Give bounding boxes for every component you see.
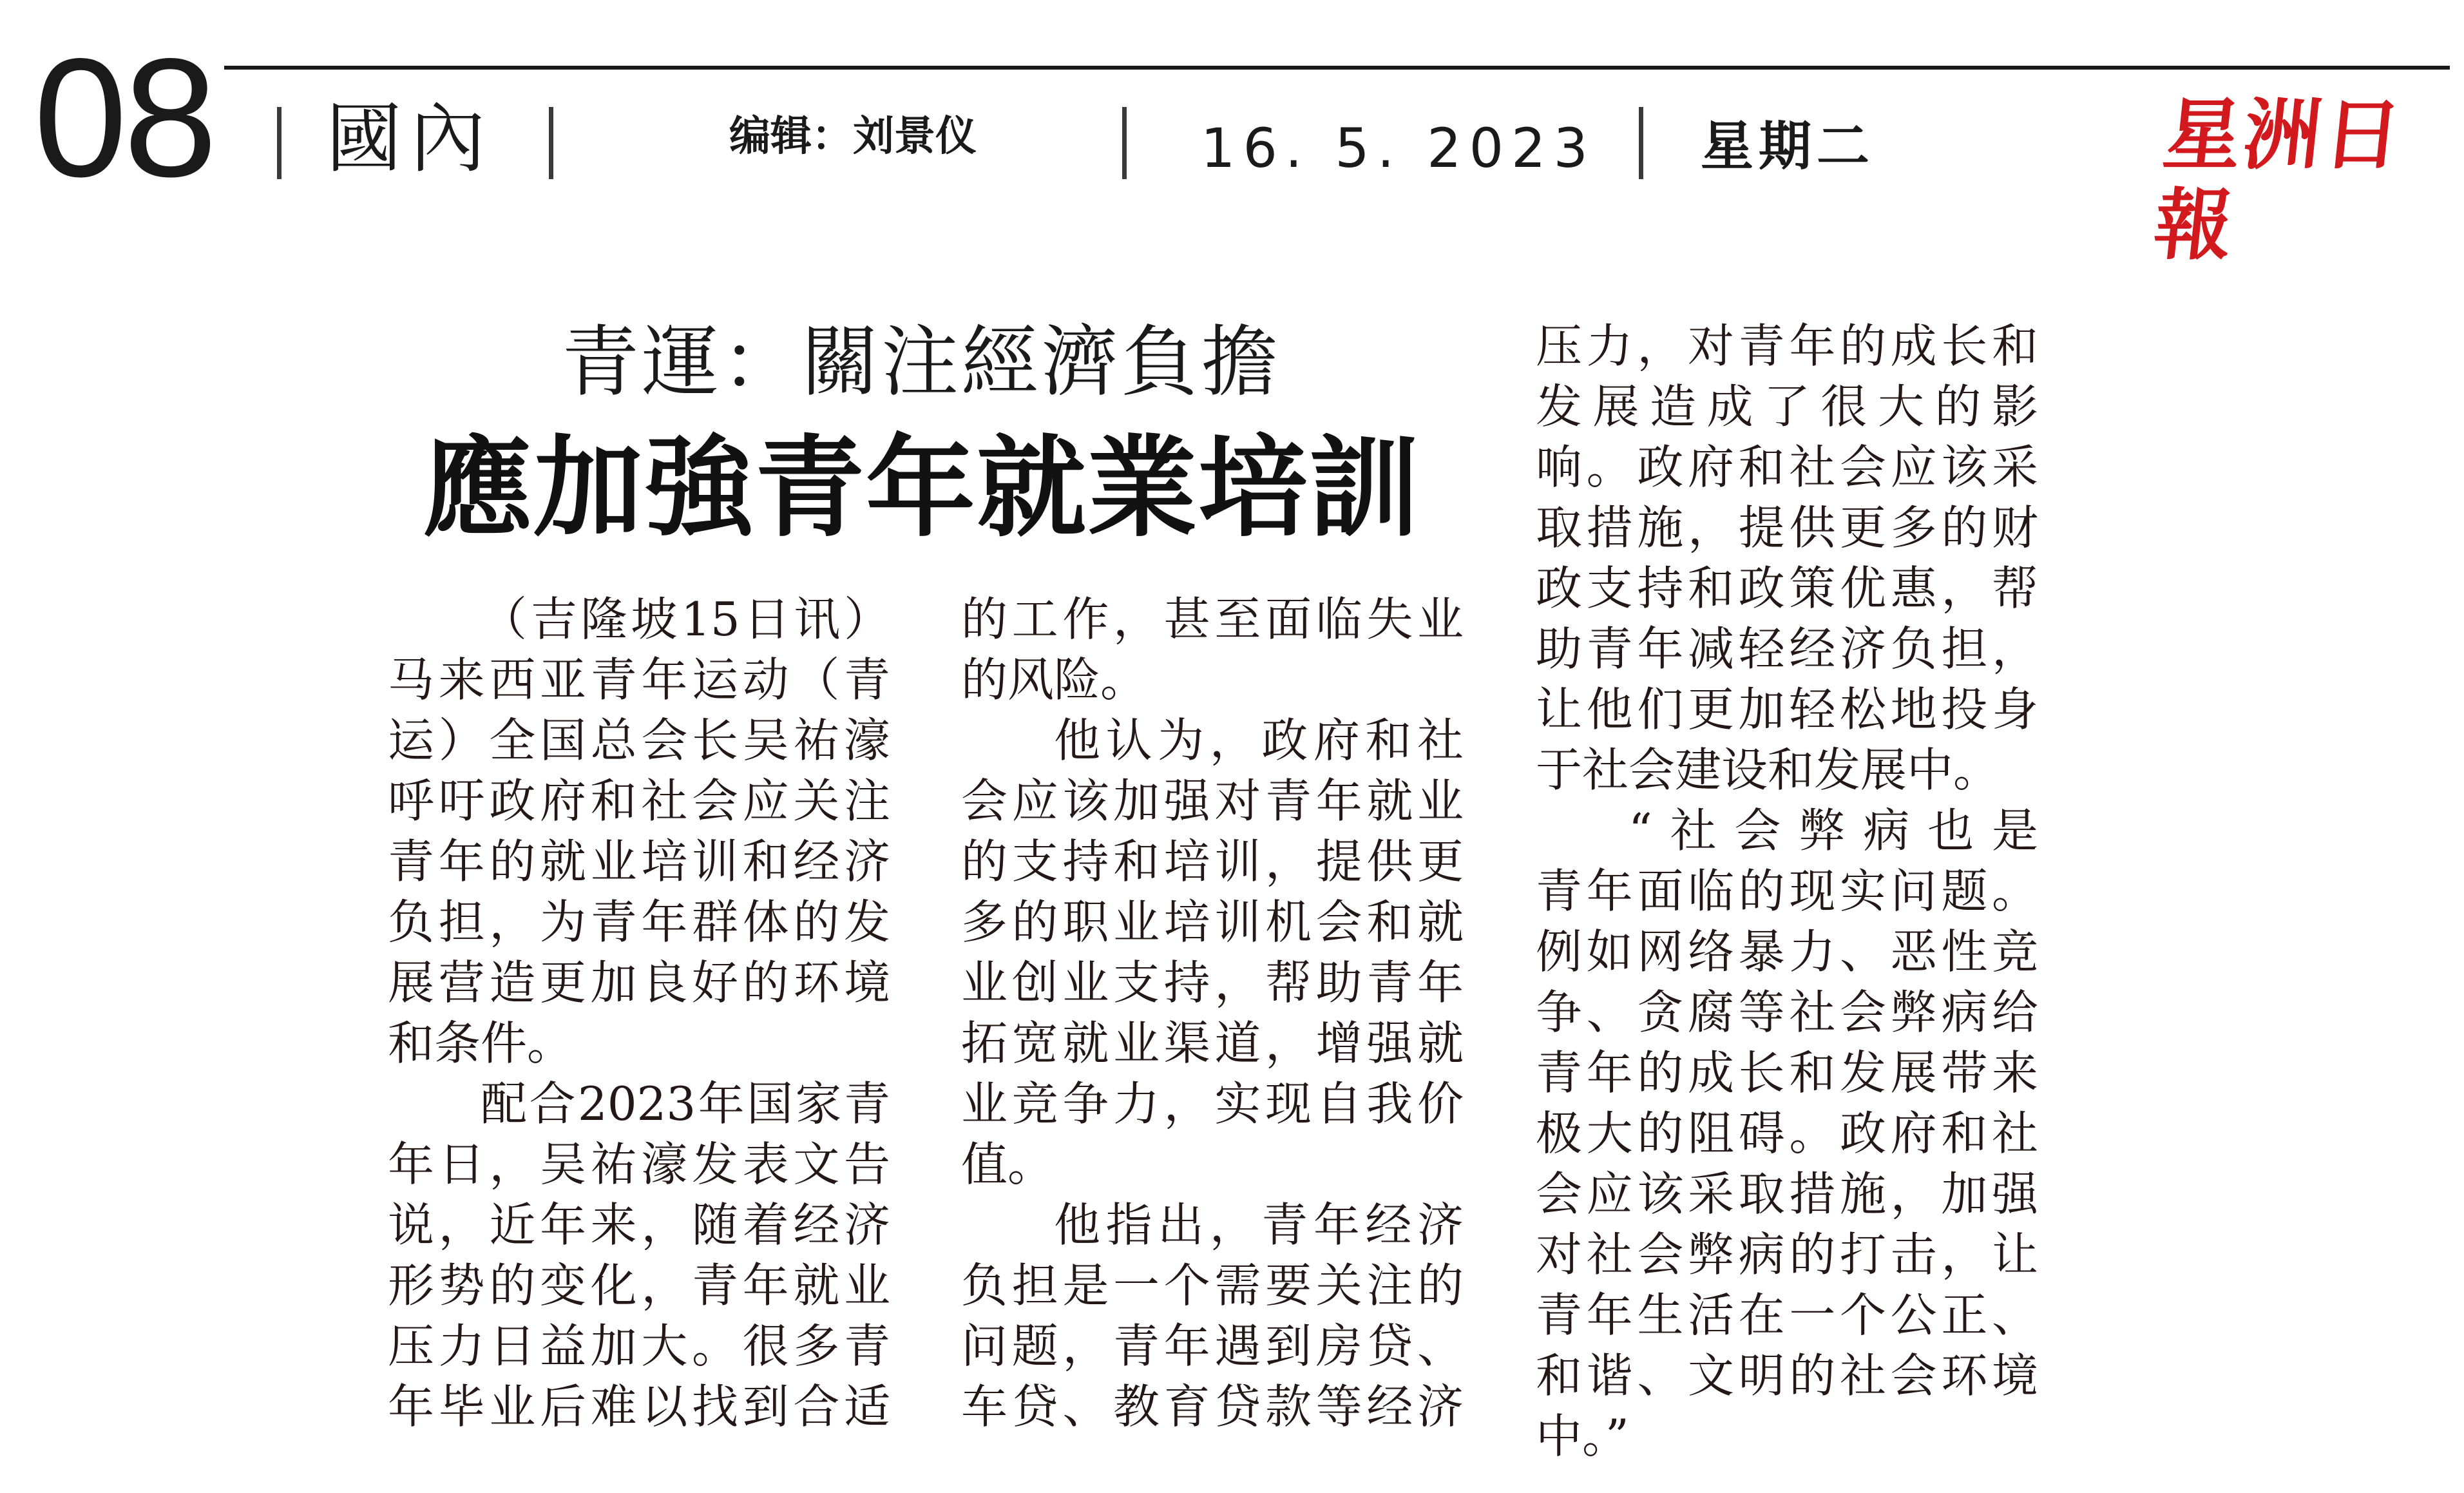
body-line: 中。” [1536,1409,1629,1463]
body-line: 和谐、文明的社会环境 [1536,1349,2038,1403]
body-line: 让他们更加轻松地投身 [1536,682,2038,737]
body-line: 多的职业培训机会和就 [961,895,1464,949]
body-line: 极大的阻碍。政府和社 [1536,1106,2038,1161]
body-line: 值。 [961,1137,1055,1191]
article-column-2 [961,589,1464,1437]
body-line: 的工作，甚至面临失业 [961,592,1464,646]
body-line: 响。政府和社会应该采 [1536,440,2038,494]
article-subheadline: 青運：關注經濟負擔 [562,318,1281,407]
article-column-1 [388,589,890,1437]
body-line: 问题，青年遇到房贷、 [961,1319,1464,1373]
body-line: 拓宽就业渠道，增强就 [961,1016,1464,1070]
body-line: 他认为，政府和社 [1054,713,1464,767]
body-line: 对社会弊病的打击，让 [1536,1228,2038,1282]
body-line: 的风险。 [961,653,1147,707]
header-top-rule [224,66,2450,70]
body-line: 青年的成长和发展带来 [1536,1046,2038,1100]
body-line: 展营造更加良好的环境 [388,956,890,1010]
body-line: 例如网络暴力、恶性竞 [1536,925,2038,979]
body-line: 会应该加强对青年就业 [961,774,1464,828]
body-line: “社会弊病也是 [1628,804,2038,858]
body-line: 青年的就业培训和经济 [388,834,890,889]
body-line: 他指出，青年经济 [1054,1198,1464,1252]
body-line: （吉隆坡15日讯） [481,592,890,646]
header-divider [1639,107,1643,179]
page-number: 08 [33,23,214,212]
body-line: 负担，为青年群体的发 [388,895,890,949]
body-line: 政支持和政策优惠，帮 [1536,561,2038,615]
body-line: 的支持和培训，提供更 [961,834,1464,889]
body-line: 青年生活在一个公正、 [1536,1288,2038,1342]
body-line: 说，近年来，随着经济 [388,1198,890,1252]
body-line: 于社会建设和发展中。 [1536,743,2000,797]
body-line: 压力，对青年的成长和 [1536,319,2038,373]
body-line: 会应该采取措施，加强 [1536,1167,2038,1221]
publication-date: 16. 5. 2023 [1201,117,1596,180]
body-line: 青年面临的现实问题。 [1536,864,2038,918]
body-line: 取措施，提供更多的财 [1536,501,2038,555]
body-line: 运）全国总会长吴祐濠 [388,713,890,767]
body-line: 负担是一个需要关注的 [961,1258,1464,1313]
body-line: 助青年减轻经济负担， [1536,622,2038,676]
header-divider [1122,107,1127,179]
section-name: 國內 [326,94,494,183]
body-line: 车贷、教育贷款等经济 [961,1380,1464,1434]
header-divider [549,107,553,179]
body-line: 配合2023年国家青 [481,1077,890,1131]
article-column-3 [1536,316,2038,1467]
body-line: 形势的变化，青年就业 [388,1258,890,1313]
body-line: 争、贪腐等社会弊病给 [1536,985,2038,1039]
body-line: 马来西亚青年运动（青 [388,653,890,707]
article-headline: 應加強青年就業培訓 [422,425,1420,552]
body-line: 年毕业后难以找到合适 [388,1380,890,1434]
body-line: 发展造成了很大的影 [1536,380,2038,434]
masthead-logo: 星洲日報 [2150,90,2409,271]
weekday: 星期二 [1701,116,1875,177]
header-divider [277,107,282,179]
body-line: 年日，吴祐濠发表文告 [388,1137,890,1191]
body-line: 和条件。 [388,1016,574,1070]
body-line: 呼吁政府和社会应关注 [388,774,890,828]
body-line: 业创业支持，帮助青年 [961,956,1464,1010]
body-line: 业竞争力，实现自我价 [961,1077,1464,1131]
editor-credit: 编辑：刘景仪 [729,113,977,160]
body-line: 压力日益加大。很多青 [388,1319,890,1373]
